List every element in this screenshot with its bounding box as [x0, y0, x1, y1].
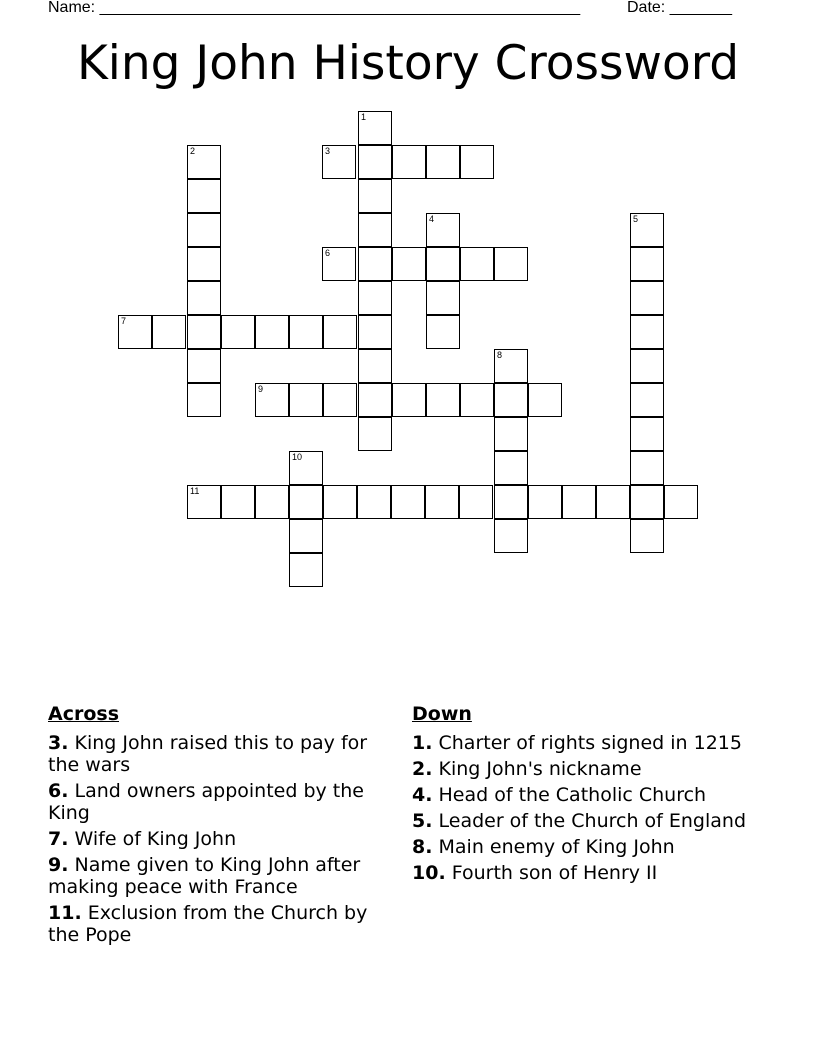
grid-cell[interactable]	[322, 145, 356, 179]
across-heading: Across	[48, 703, 120, 725]
across-clue-11	[48, 902, 398, 946]
clue-text: Head of the Catholic Church	[438, 784, 707, 806]
grid-cell[interactable]	[357, 485, 391, 519]
clue-number: 3.	[48, 732, 69, 754]
across-clues	[48, 702, 398, 950]
grid-cell[interactable]	[630, 281, 664, 315]
grid-cell[interactable]	[528, 485, 562, 519]
grid-cell[interactable]	[392, 145, 426, 179]
grid-cell[interactable]	[358, 349, 392, 383]
down-heading: Down	[412, 703, 472, 725]
grid-cell[interactable]	[255, 383, 289, 417]
grid-cell[interactable]	[187, 281, 221, 315]
clue-number: 11.	[48, 902, 82, 924]
grid-cell[interactable]	[494, 519, 528, 553]
across-clue-9	[48, 854, 398, 898]
grid-cell[interactable]	[426, 281, 460, 315]
across-clue-3	[48, 732, 398, 776]
cell-number: 5	[633, 214, 639, 224]
across-clue-7	[48, 828, 398, 850]
grid-cell[interactable]	[187, 485, 221, 519]
grid-cell[interactable]	[664, 485, 698, 519]
grid-cell[interactable]	[494, 247, 528, 281]
grid-cell[interactable]	[358, 213, 392, 247]
cell-number: 6	[325, 248, 331, 258]
grid-cell[interactable]	[289, 519, 323, 553]
grid-cell[interactable]	[289, 485, 323, 519]
grid-cell[interactable]	[187, 315, 221, 349]
grid-cell[interactable]	[255, 485, 289, 519]
grid-cell[interactable]	[187, 349, 221, 383]
clue-number: 5.	[412, 810, 433, 832]
page-title: King John History Crossword	[76, 36, 740, 91]
grid-cell[interactable]	[630, 519, 664, 553]
grid-cell[interactable]	[152, 315, 186, 349]
name-field-label: Name: ______________________________________________________	[48, 0, 581, 16]
date-field-label: Date: _______	[627, 0, 732, 16]
grid-cell[interactable]	[187, 179, 221, 213]
grid-cell[interactable]	[221, 315, 255, 349]
clue-number: 4.	[412, 784, 433, 806]
grid-cell[interactable]	[425, 485, 459, 519]
grid-cell[interactable]	[358, 281, 392, 315]
grid-cell[interactable]	[358, 417, 392, 451]
clue-text: Exclusion from the Church by the Pope	[48, 902, 368, 946]
clue-text: Fourth son of Henry II	[451, 862, 658, 884]
cell-number: 10	[292, 452, 303, 462]
grid-cell[interactable]	[494, 451, 528, 485]
grid-cell[interactable]	[562, 485, 596, 519]
clue-text: King John's nickname	[438, 758, 642, 780]
clue-number: 2.	[412, 758, 433, 780]
down-clue-1	[412, 732, 772, 754]
clue-text: Charter of rights signed in 1215	[438, 732, 742, 754]
clue-number: 1.	[412, 732, 433, 754]
grid-cell[interactable]	[459, 485, 493, 519]
grid-cell[interactable]	[630, 417, 664, 451]
cell-number: 4	[429, 214, 435, 224]
grid-cell[interactable]	[426, 315, 460, 349]
grid-cell[interactable]	[630, 451, 664, 485]
grid-cell[interactable]	[187, 247, 221, 281]
grid-cell[interactable]	[494, 485, 528, 519]
grid-cell[interactable]	[221, 485, 255, 519]
grid-cell[interactable]	[118, 315, 152, 349]
grid-cell[interactable]	[426, 383, 460, 417]
grid-cell[interactable]	[187, 213, 221, 247]
clue-number: 9.	[48, 854, 69, 876]
clue-text: King John raised this to pay for the wars	[48, 732, 368, 776]
grid-cell[interactable]	[630, 315, 664, 349]
grid-cell[interactable]	[426, 145, 460, 179]
grid-cell[interactable]	[460, 145, 494, 179]
clue-number: 10.	[412, 862, 446, 884]
clue-text: Land owners appointed by the King	[48, 780, 364, 824]
grid-cell[interactable]	[289, 315, 323, 349]
grid-cell[interactable]	[630, 247, 664, 281]
grid-cell[interactable]	[255, 315, 289, 349]
grid-cell[interactable]	[358, 111, 392, 145]
cell-number: 7	[121, 316, 127, 326]
grid-cell[interactable]	[358, 247, 392, 281]
grid-cell[interactable]	[289, 383, 323, 417]
grid-cell[interactable]	[460, 247, 494, 281]
grid-cell[interactable]	[392, 247, 426, 281]
grid-cell[interactable]	[630, 349, 664, 383]
grid-cell[interactable]	[187, 383, 221, 417]
clue-text: Wife of King John	[74, 828, 237, 850]
grid-cell[interactable]	[460, 383, 494, 417]
grid-cell[interactable]	[358, 383, 392, 417]
grid-cell[interactable]	[426, 213, 460, 247]
cell-number: 3	[325, 146, 331, 156]
clue-text: Main enemy of King John	[438, 836, 675, 858]
down-clue-5	[412, 810, 772, 832]
grid-cell[interactable]	[358, 179, 392, 213]
grid-cell[interactable]	[358, 145, 392, 179]
grid-cell[interactable]	[322, 247, 356, 281]
grid-cell[interactable]	[323, 383, 357, 417]
grid-cell[interactable]	[494, 349, 528, 383]
grid-cell[interactable]	[596, 485, 630, 519]
clue-text: Leader of the Church of England	[438, 810, 747, 832]
clue-number: 6.	[48, 780, 69, 802]
grid-cell[interactable]	[528, 383, 562, 417]
cell-number: 9	[258, 384, 264, 394]
cell-number: 11	[190, 486, 200, 496]
grid-cell[interactable]	[187, 145, 221, 179]
cell-number: 2	[190, 146, 196, 156]
cell-number: 8	[497, 350, 503, 360]
down-clue-8	[412, 836, 772, 858]
grid-cell[interactable]	[358, 315, 392, 349]
grid-cell[interactable]	[630, 213, 664, 247]
clue-number: 7.	[48, 828, 69, 850]
grid-cell[interactable]	[494, 417, 528, 451]
down-clue-10	[412, 862, 772, 884]
grid-cell[interactable]	[323, 485, 357, 519]
down-clues	[412, 702, 772, 888]
grid-cell[interactable]	[392, 383, 426, 417]
down-clue-4	[412, 784, 772, 806]
grid-cell[interactable]	[494, 383, 528, 417]
clue-number: 8.	[412, 836, 433, 858]
across-clue-6	[48, 780, 398, 824]
grid-cell[interactable]	[289, 553, 323, 587]
grid-cell[interactable]	[391, 485, 425, 519]
cell-number: 1	[361, 112, 367, 122]
grid-cell[interactable]	[323, 315, 357, 349]
down-clue-2	[412, 758, 772, 780]
grid-cell[interactable]	[630, 485, 664, 519]
grid-cell[interactable]	[630, 383, 664, 417]
grid-cell[interactable]	[426, 247, 460, 281]
clue-text: Name given to King John after making peace with France	[48, 854, 361, 898]
grid-cell[interactable]	[289, 451, 323, 485]
